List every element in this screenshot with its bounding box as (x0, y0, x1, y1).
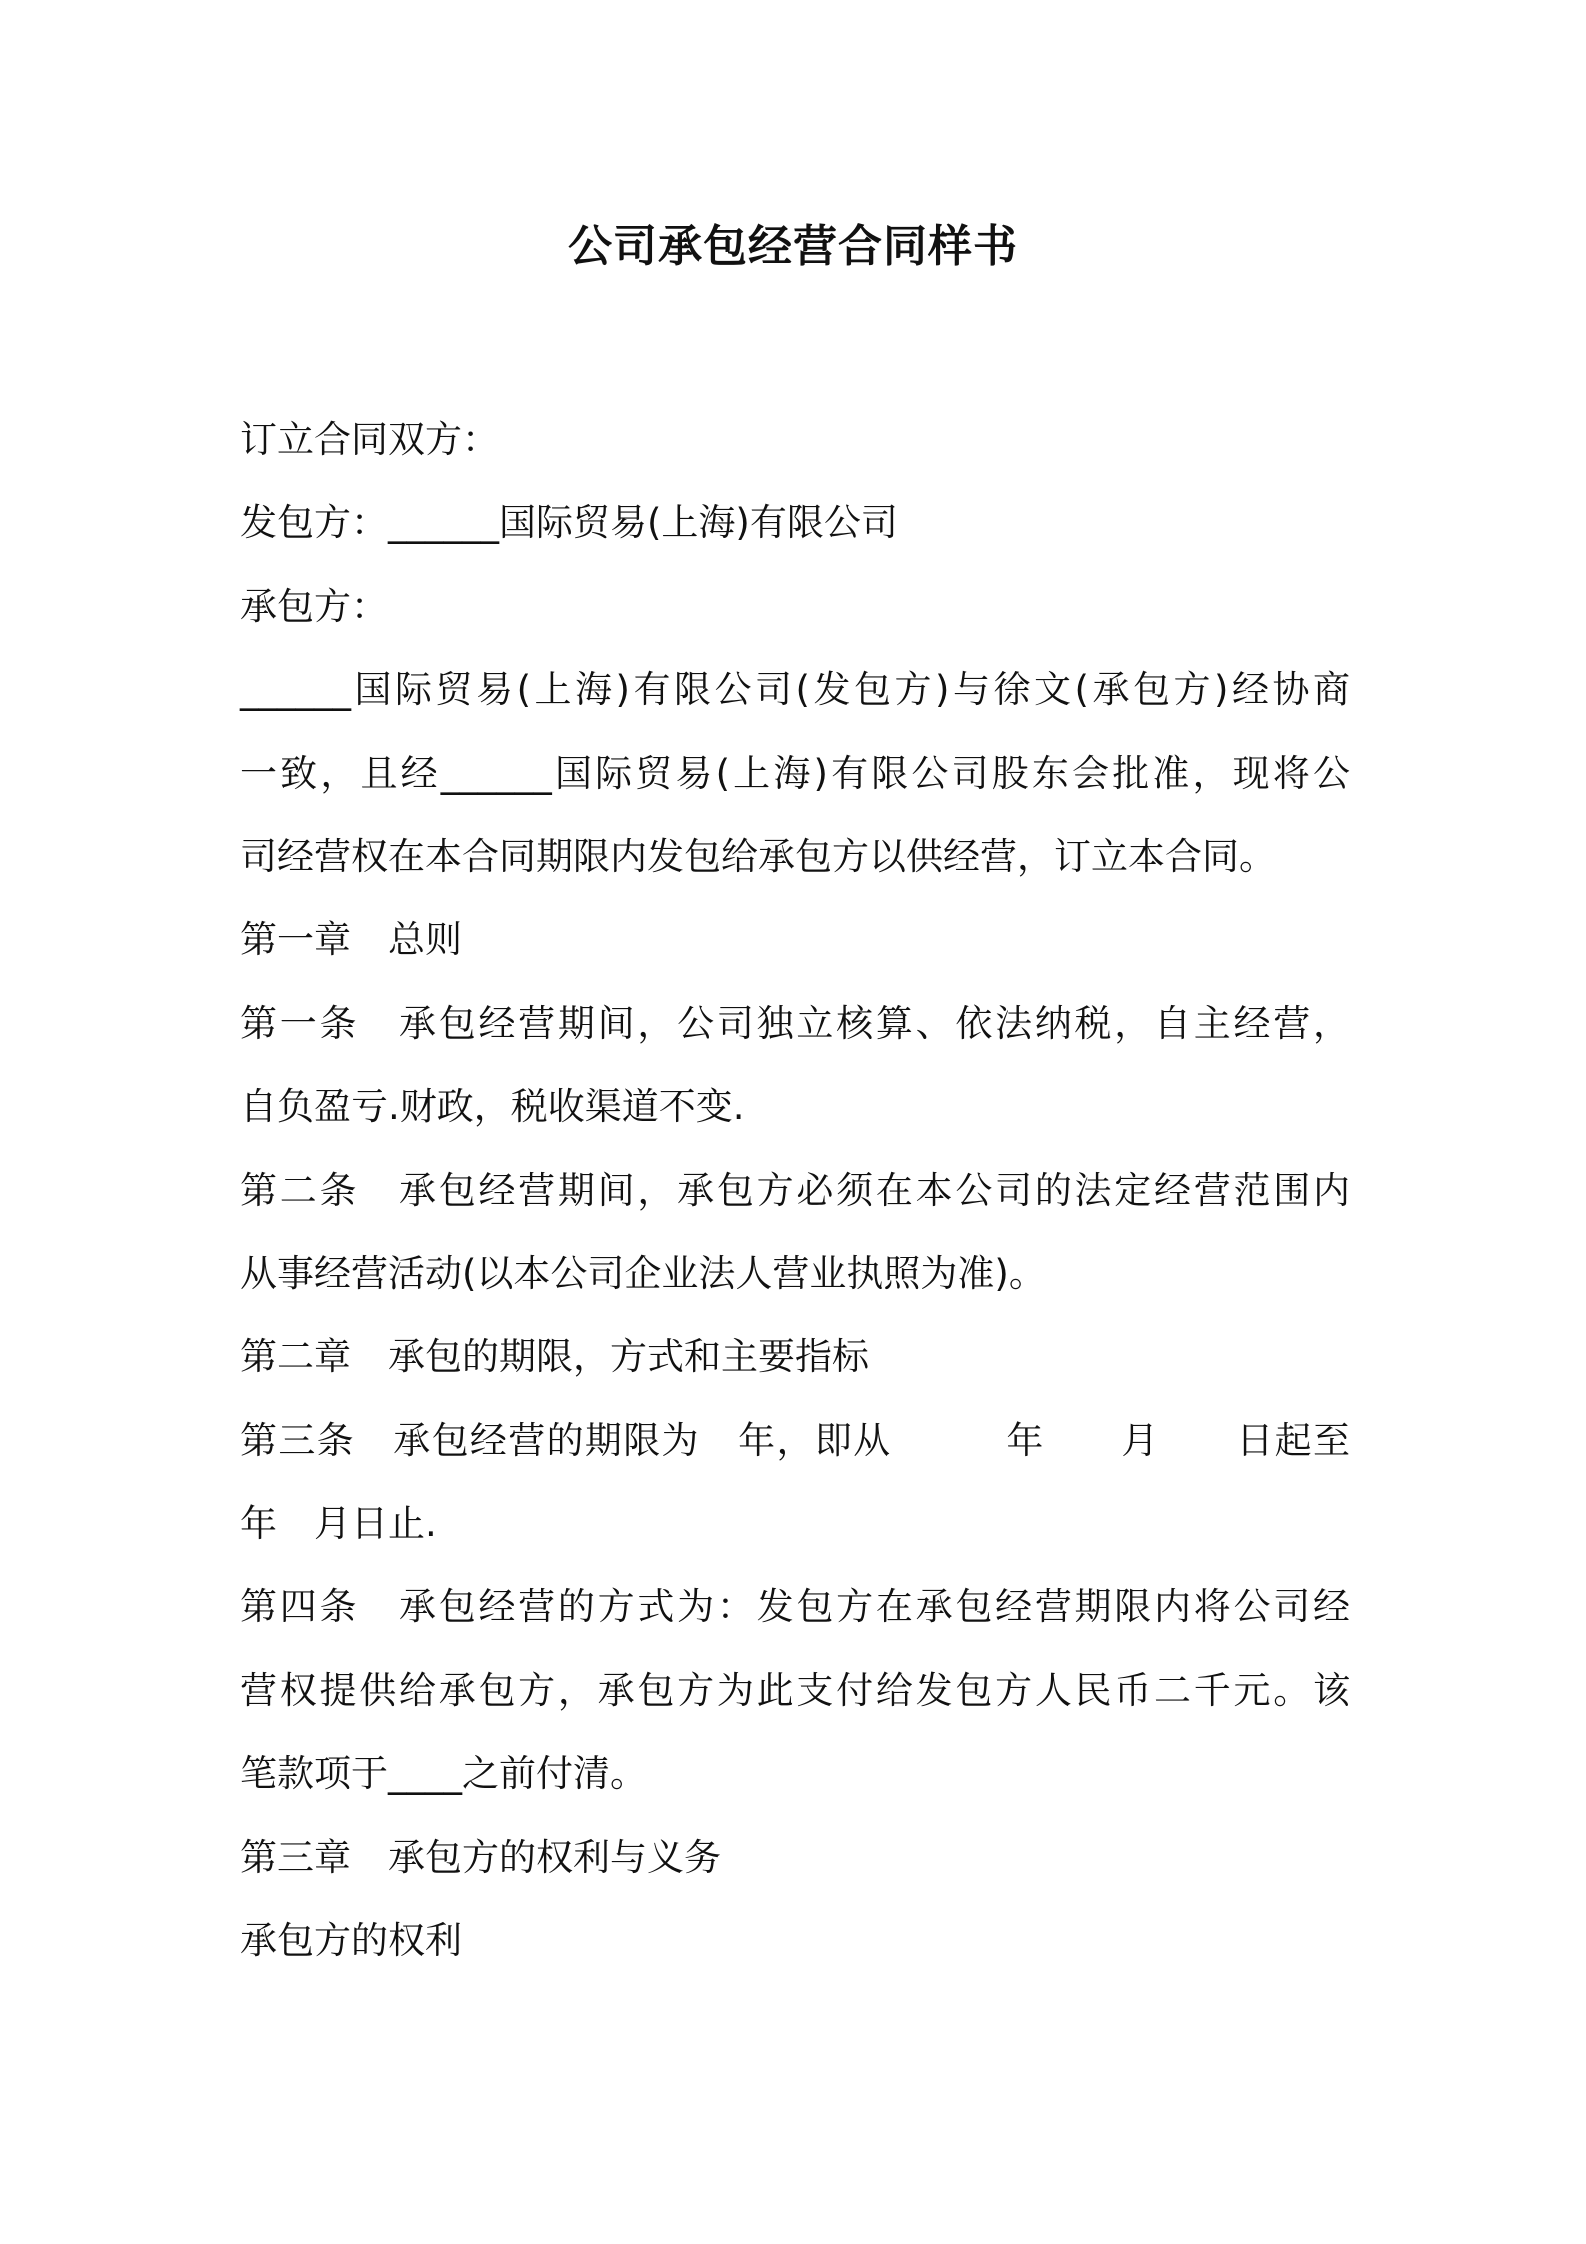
parties-heading: 订立合同双方： (240, 418, 499, 461)
article-3-line-2: 年 月日止. (240, 1502, 437, 1546)
article-2-line-1: 第二条 承包经营期间，承包方必须在本公司的法定经营范围内 (240, 1168, 1350, 1212)
chapter-3-heading: 第三章 承包方的权利与义务 (240, 1835, 721, 1879)
article-4-line-1: 第四条 承包经营的方式为：发包方在承包经营期限内将公司经 (240, 1585, 1350, 1629)
article-4-line-2: 营权提供给承包方，承包方为此支付给发包方人民币二千元。该 (240, 1668, 1350, 1712)
article-2-line-2: 从事经营活动(以本公司企业法人营业执照为准)。 (240, 1251, 1046, 1295)
document-title: 公司承包经营合同样书 (568, 221, 1018, 272)
preamble-line-2: 一致，且经______国际贸易(上海)有限公司股东会批准，现将公 (240, 751, 1350, 795)
contractor-line: 承包方： (240, 584, 388, 628)
document-body (240, 398, 1350, 1982)
chapter-1-heading: 第一章 总则 (240, 918, 462, 962)
contractor-rights-heading: 承包方的权利 (240, 1919, 462, 1963)
preamble-line-3: 司经营权在本合同期限内发包给承包方以供经营，订立本合同。 (240, 834, 1276, 878)
article-4-line-3: 笔款项于____之前付清。 (240, 1752, 647, 1796)
article-3-line-1: 第三条 承包经营的期限为 年，即从 年 月 日起至 (240, 1418, 1350, 1462)
article-1-line-1: 第一条 承包经营期间，公司独立核算、依法纳税，自主经营， (240, 1001, 1350, 1045)
contractor-issuer-line: 发包方：______国际贸易(上海)有限公司 (240, 501, 898, 545)
preamble-line-1: ______国际贸易(上海)有限公司(发包方)与徐文(承包方)经协商 (240, 668, 1350, 712)
chapter-2-heading: 第二章 承包的期限，方式和主要指标 (240, 1335, 869, 1379)
article-1-line-2: 自负盈亏.财政，税收渠道不变. (240, 1085, 745, 1129)
